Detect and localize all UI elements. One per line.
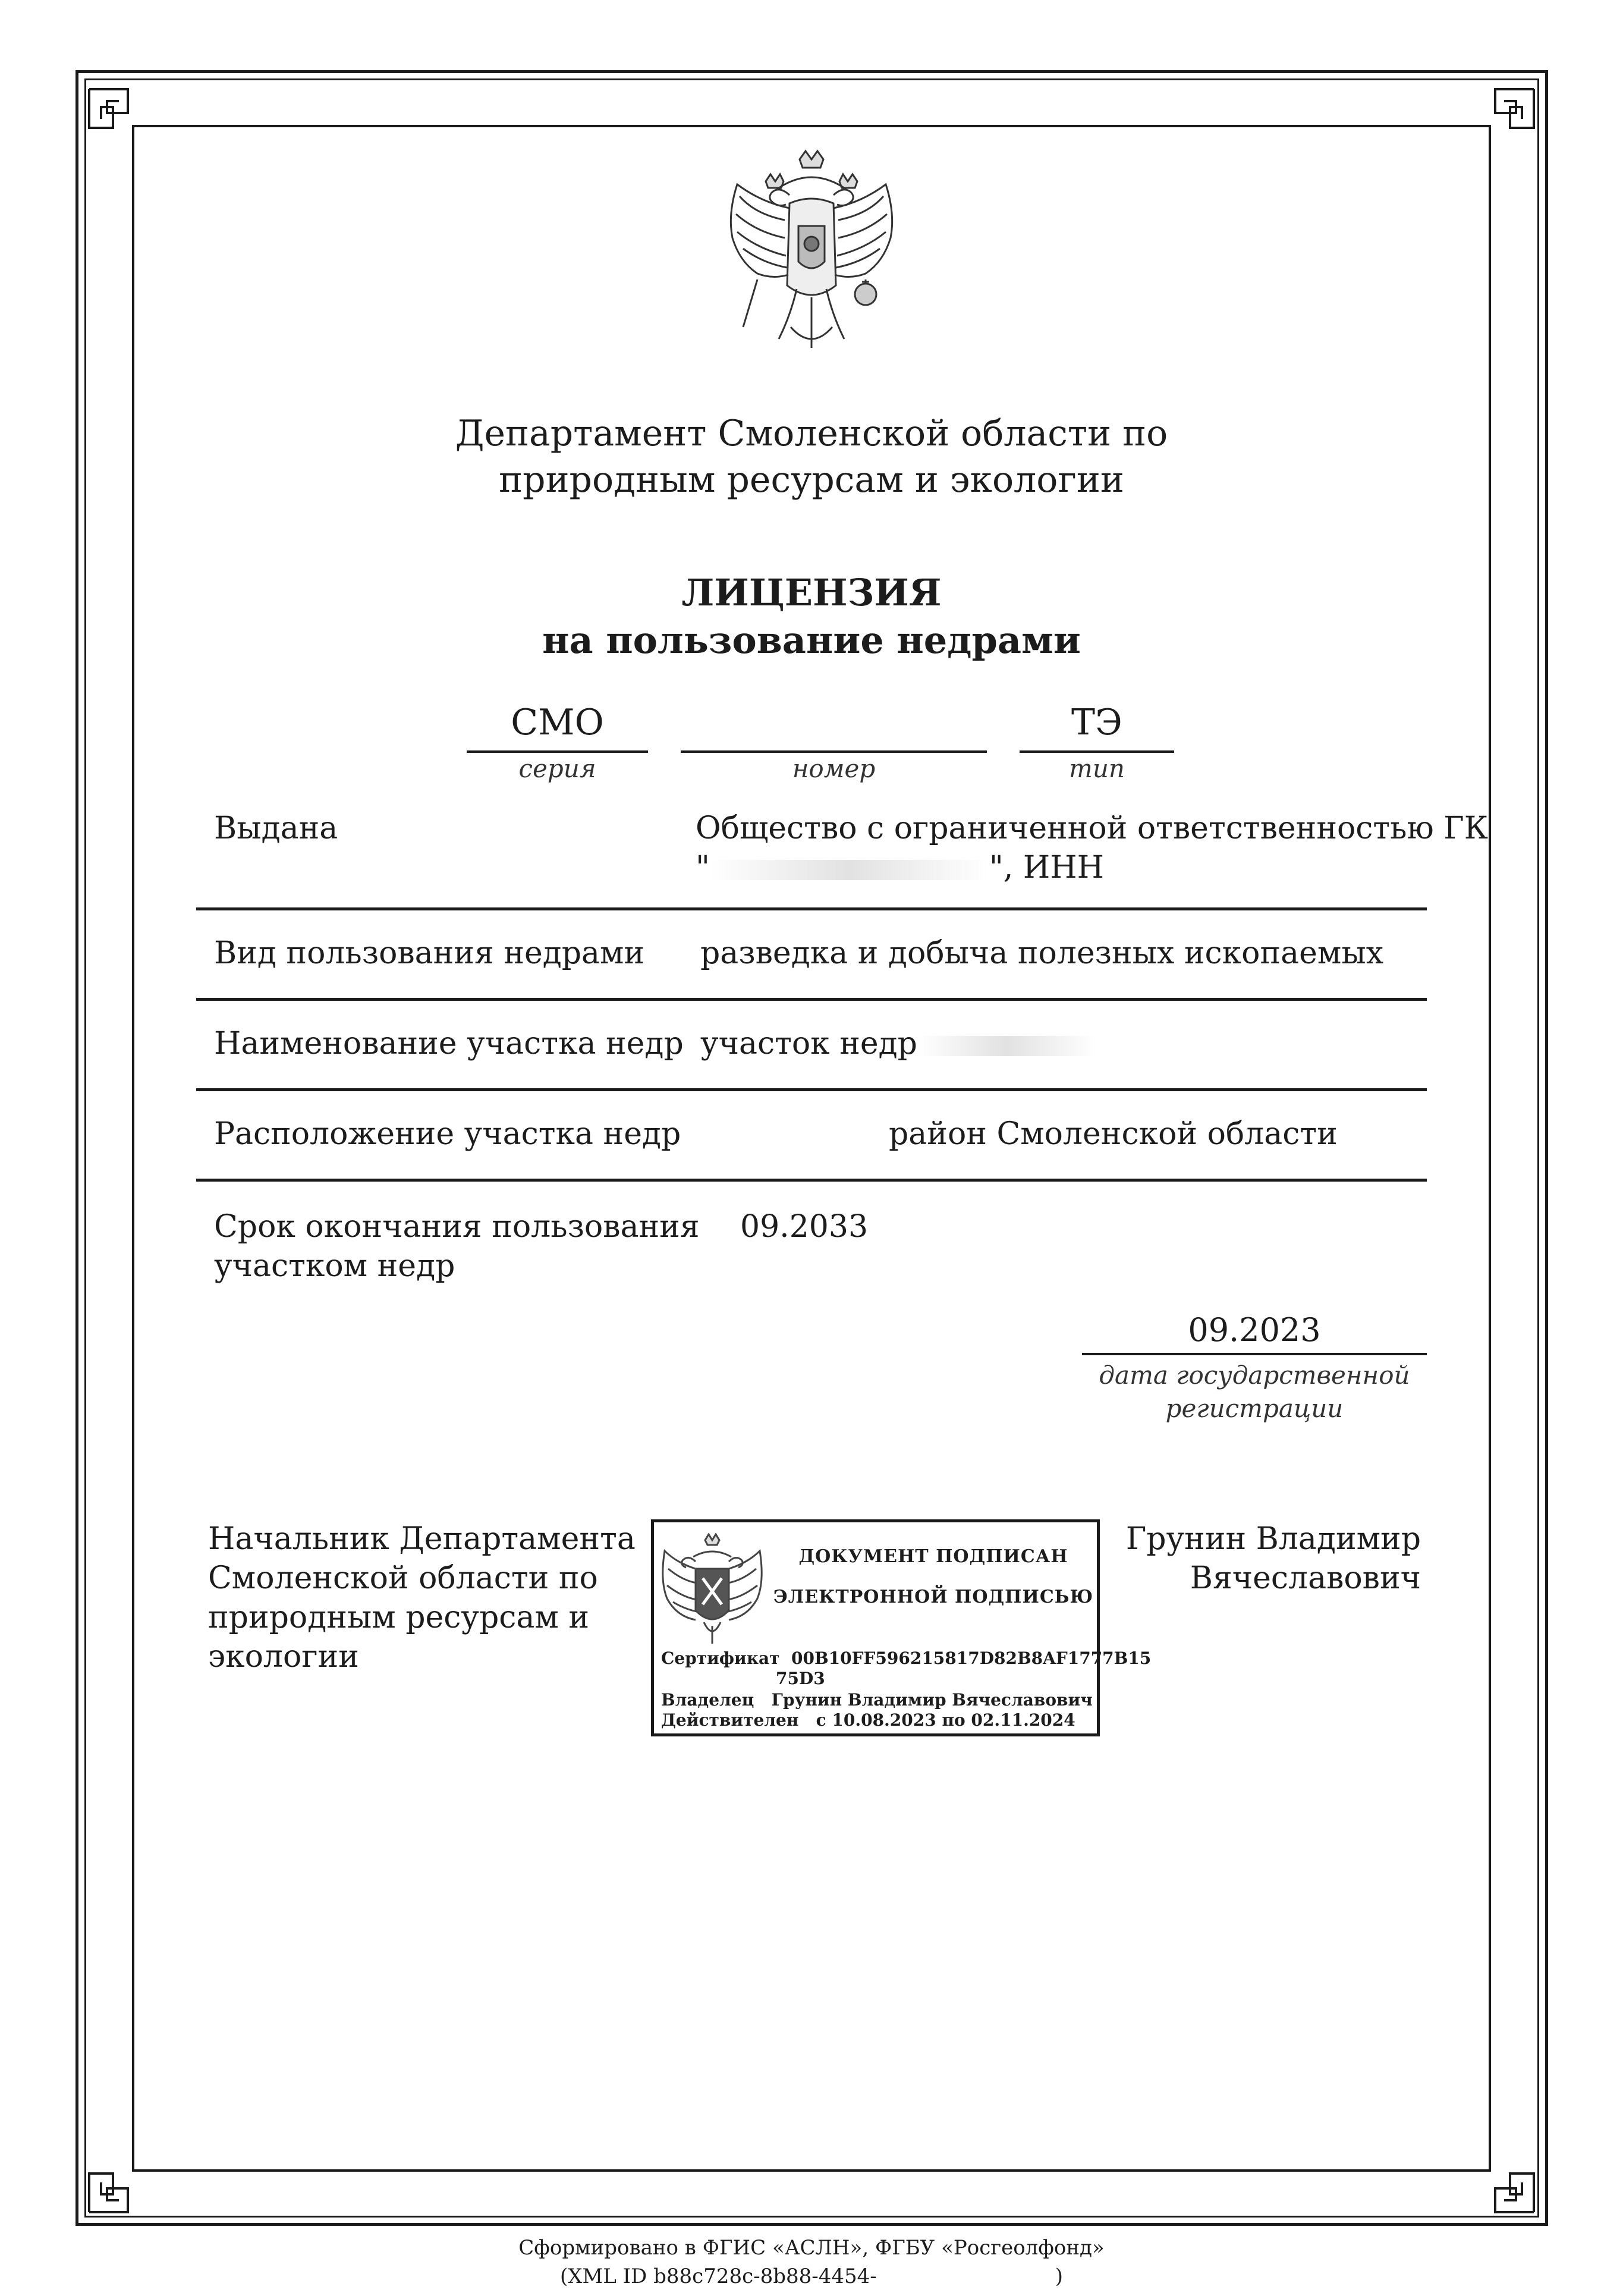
- stamp-certificate-label: Сертификат: [661, 1648, 780, 1668]
- number-caption: номер: [792, 754, 876, 783]
- row-separator: [196, 1088, 1427, 1091]
- site-name-value: [700, 1024, 1096, 1063]
- signer-position-line-3: природным ресурсам и: [208, 1600, 590, 1635]
- use-type-label: Вид пользования недрами: [214, 935, 645, 971]
- term-value: 09.2033: [740, 1209, 869, 1245]
- term-label-line-1: Срок окончания пользования: [214, 1209, 700, 1245]
- signer-position: [208, 1519, 636, 1676]
- registration-caption-line-1: дата государственной: [1099, 1361, 1410, 1390]
- stamp-validity-label: Действителен: [661, 1710, 799, 1730]
- term-label-line-2: участком недр: [214, 1248, 455, 1284]
- stamp-certificate-value-2: 75D3: [776, 1669, 825, 1688]
- document-subtitle: на пользование недрами: [542, 618, 1081, 662]
- issued-to-line-2: [696, 848, 1104, 887]
- type-caption: тип: [1069, 754, 1125, 783]
- stamp-owner-value: Грунин Владимир Вячеславович: [771, 1690, 1093, 1710]
- stamp-owner-label: Владелец: [661, 1690, 754, 1710]
- issuer-name-line-2: природным ресурсам и экологии: [499, 459, 1124, 501]
- number-line: [681, 750, 987, 753]
- signer-name-line-2: Вячеславович: [1190, 1560, 1421, 1596]
- signer-name: [1112, 1519, 1421, 1598]
- use-type-value: разведка и добыча полезных ископаемых: [700, 935, 1384, 971]
- redacted-company-name: [710, 860, 989, 880]
- row-separator: [196, 998, 1427, 1001]
- location-label: Расположение участка недр: [214, 1116, 681, 1152]
- issued-to-inn: ", ИНН: [989, 850, 1104, 885]
- document-title: ЛИЦЕНЗИЯ: [681, 571, 942, 614]
- stamp-validity-value: с 10.08.2023 по 02.11.2024: [816, 1710, 1075, 1730]
- issued-to-label: Выдана: [214, 811, 338, 846]
- series-caption: серия: [518, 754, 596, 783]
- series-line: [467, 750, 648, 753]
- series-value: СМО: [511, 702, 604, 743]
- russian-double-headed-eagle-emblem: [719, 149, 904, 357]
- type-value: ТЭ: [1071, 702, 1122, 743]
- issuer-name-line-1: Департамент Смоленской области по: [455, 413, 1168, 454]
- stamp-validity-row: [661, 1710, 1075, 1730]
- signer-position-line-2: Смоленской области по: [208, 1560, 598, 1596]
- issued-to-line-1: Общество с ограниченной ответственностью ГК: [696, 811, 1488, 846]
- footer-xml-id-start: (XML ID b88c728c-8b88-4454-: [559, 2264, 877, 2288]
- registration-date: 09.2023: [1188, 1311, 1321, 1349]
- issued-to-quote-open: ": [696, 850, 710, 885]
- stamp-certificate-row: [661, 1648, 1151, 1669]
- redacted-site-name: [917, 1036, 1096, 1056]
- signer-position-line-1: Начальник Департамента: [208, 1521, 636, 1557]
- stamp-certificate-value-1: 00B10FF596215817D82B8AF1777B15: [791, 1648, 1152, 1668]
- eagle-with-hammers-emblem: [659, 1533, 766, 1646]
- signer-position-line-4: экологии: [208, 1639, 359, 1675]
- stamp-owner-row: [661, 1690, 1093, 1710]
- row-separator: [196, 1179, 1427, 1182]
- registration-line: [1082, 1353, 1427, 1355]
- footer-generated-line: Сформировано в ФГИС «АСЛН», ФГБУ «Росгеолфонд»: [518, 2236, 1105, 2260]
- footer-xml-id-line: [0, 2263, 1623, 2289]
- type-line: [1020, 750, 1174, 753]
- electronic-signature-stamp: [651, 1519, 1152, 1736]
- site-name-text: участок недр: [700, 1026, 917, 1061]
- signer-name-line-1: Грунин Владимир: [1125, 1521, 1421, 1557]
- row-separator: [196, 907, 1427, 910]
- registration-caption-line-2: регистрации: [1165, 1394, 1344, 1423]
- stamp-heading-line-1: ДОКУМЕНТ ПОДПИСАН: [798, 1546, 1068, 1567]
- location-value: район Смоленской области: [889, 1116, 1338, 1152]
- footer-xml-id-end: ): [1055, 2264, 1064, 2288]
- site-name-label: Наименование участка недр: [214, 1026, 684, 1061]
- stamp-heading-line-2: ЭЛЕКТРОННОЙ ПОДПИСЬЮ: [773, 1587, 1094, 1607]
